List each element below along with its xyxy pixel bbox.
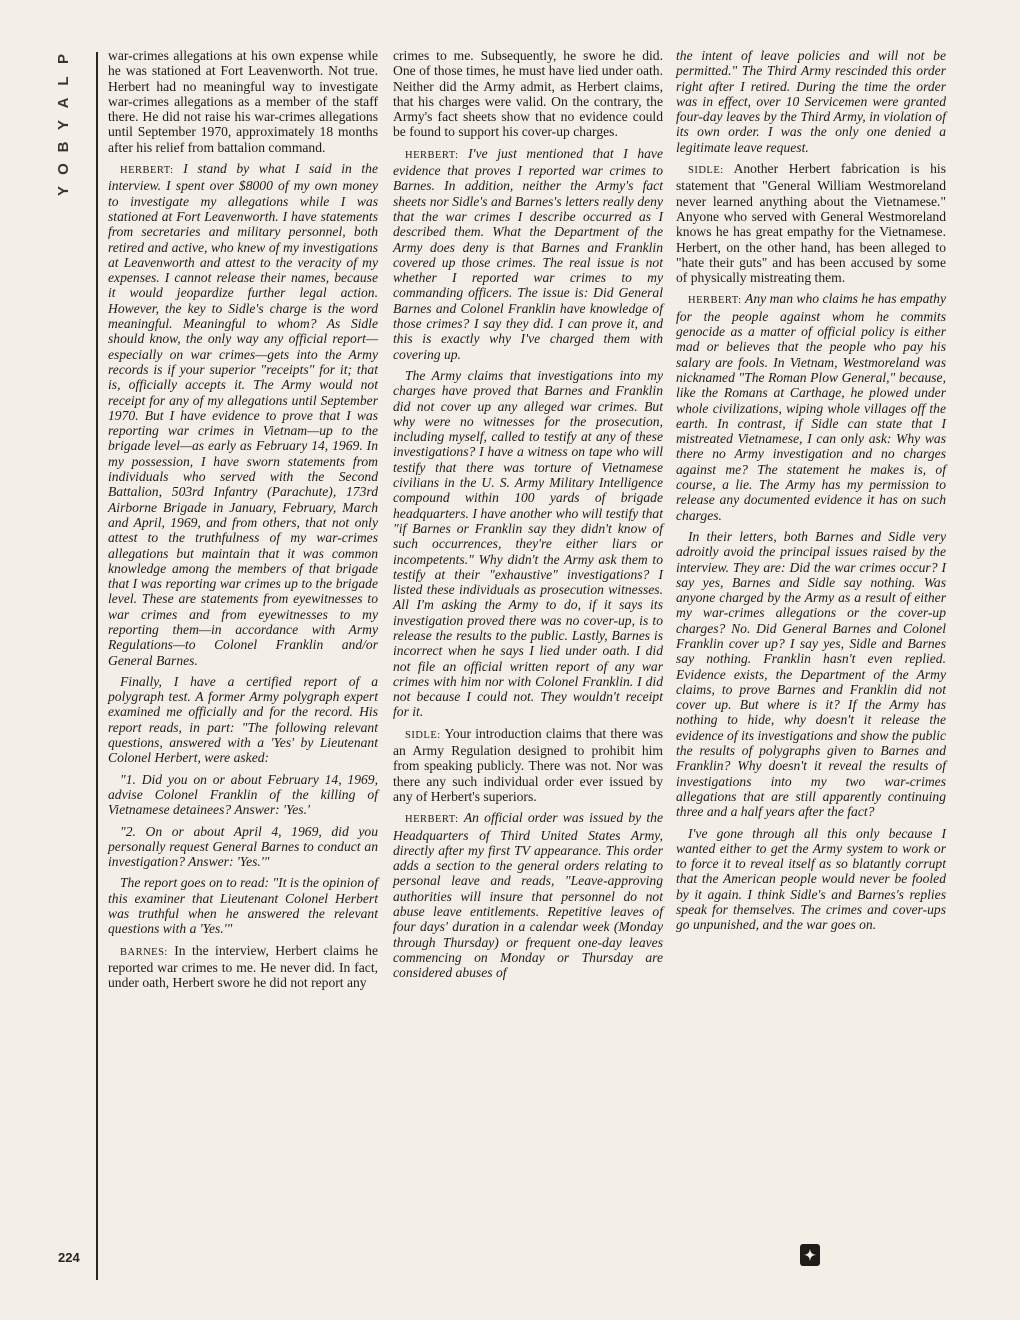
- speaker-label: HERBERT:: [120, 165, 174, 177]
- paragraph-text: In the interview, Herbert claims he reported war crimes to me. He never did. In fact, under oath, Herbert swore he did not report any: [108, 942, 378, 991]
- paragraph-text: I've gone through all this only because I wanted either to get the Army system to work or to force it to reveal itself as so blatantly corrupt that the American people would never be fooled by it again. I think Sidle's and Barnes's replies speak for themselves. The crimes and cover-ups go unpunished, and the war goes on.: [676, 825, 946, 933]
- brand-letter: Y: [55, 186, 72, 197]
- paragraph: [676, 529, 946, 820]
- speaker-label: SIDLE:: [405, 729, 441, 741]
- paragraph-text: Another Herbert fabrication is his statement that "General William Westmoreland never learned anything about the Vietnamese." Anyone who served with General Westmoreland knows he has great empathy for the Vietnamese. Herbert, on the other hand, has been alleged to "hate their guts" and has been accused by some of physically mistreating them.: [676, 161, 946, 286]
- speaker-label: HERBERT:: [405, 149, 459, 161]
- paragraph: [108, 824, 378, 870]
- paragraph: [676, 161, 946, 285]
- page-number: 224: [58, 1250, 80, 1265]
- paragraph: [676, 291, 946, 522]
- text-column-3: [676, 48, 946, 939]
- paragraph-text: the intent of leave policies and will not be permitted." The Third Army rescinded this order right after I retired. During the time the order was in effect, over 10 Servicemen were granted four-day leaves by the Third Army, in violation of its own order. I was the only one denied a legitimate leave request.: [676, 48, 946, 155]
- speaker-label: BARNES:: [120, 946, 168, 958]
- paragraph: [676, 826, 946, 933]
- speaker-label: SIDLE:: [688, 165, 724, 177]
- brand-letter: O: [55, 163, 72, 175]
- paragraph: [108, 48, 378, 155]
- paragraph-text: I've just mentioned that I have evidence that proves I reported war crimes to Barnes. In addition, neither the Army's fact sheets nor Sidle's and Barnes's letters really deny that the war crimes I describe occurred as I described them. What the Department of the Army does deny is that Barnes and Franklin covered up those crimes. The real issue is not whether I reported war crimes to my commanding officers. The issue is: Did General Barnes and Colonel Franklin have knowledge of those crimes? I say they did. I can prove it, and this is exactly why I've charged them with covering up.: [393, 145, 663, 362]
- speaker-label: HERBERT:: [405, 814, 459, 826]
- brand-letter: Y: [55, 120, 72, 131]
- brand-letter: B: [55, 141, 72, 153]
- paragraph: [393, 368, 663, 720]
- paragraph-text: In their letters, both Barnes and Sidle very adroitly avoid the principal issues raised by the interview. They are: Did the war crimes occur? I say yes, Barnes and Sidle say nothing. Was anyone charged by the Army as a result of either my war-crimes allegations or the cover-up charges? No. Did General Barnes and Colonel Franklin cover up? I say yes, Sidle and Barnes say nothing. Franklin hasn't even replied. Evidence exists, the Department of the Army claims, to prove Barnes and Franklin did not cover up. But where is it? If the Army has nothing to hide, why doesn't it release the evidence of its investigations and show the public the results of polygraphs given to Barnes and Franklin? Why doesn't it reveal the results of investigations into my two war-crimes allegations that are still apparently continuing three and a half years after the fact?: [676, 528, 946, 820]
- paragraph: [393, 810, 663, 980]
- paragraph: [108, 772, 378, 818]
- paragraph: [393, 48, 663, 140]
- paragraph-text: Any man who claims he has empathy for the people against whom he commits genocide as a matter of official policy is either mad or believes that the people who pay his salary are fools. In Vietnam, Westmoreland was nicknamed "The Roman Plow General," because, like the Romans at Carthage, he plowed under whole civilizations, wiping whole villages off the earth. In contrast, if Sidle can state that I mistreated Vietnamese, I can only ask: Why was there no Army investigation and no charges against me? The statement he makes is, of course, a lie. The Army has my permission to release any documented evidence it has on such charges.: [676, 291, 946, 523]
- paragraph-text: Your introduction claims that there was an Army Regulation designed to prohibit him from speaking publicly. There was not. Nor was there any such individual order ever issued by any of Herbert's superiors.: [393, 725, 663, 804]
- text-column-1: [108, 48, 378, 997]
- paragraph-text: Finally, I have a certified report of a polygraph test. A former Army polygraph expert examined me officially and for the record. His report reads, in part: "The following relevant questions, answered with a 'Yes' by Lieutenant Colonel Herbert, were asked:: [108, 673, 378, 766]
- paragraph: [108, 875, 378, 936]
- text-column-2: [393, 48, 663, 987]
- paragraph-text: The Army claims that investigations into my charges have proved that Barnes and Franklin did not cover up any alleged war crimes. But why were no witnesses for the prosecution, including myself, called to testify at any of these investigations? I have a witness on tape who will testify that there was torture of Vietnamese civilians in the U. S. Army Military Intelligence compound within 100 yards of brigade headquarters. I have another who will testify that "if Barnes or Franklin say they didn't know of such occurrences, they're either liars or incompetents." Why didn't the Army ask them to testify at their "exhaustive" investigations? I listed these individuals as prosecution witnesses. All I'm asking the Army to do, if it says its investigation proved there was no cover-up, is to release the results to the public. Lastly, Barnes is incorrect when he says I lied under oath. I did not file an official written report of any war crimes with him nor with Colonel Franklin. I did not because I could not. They wouldn't receipt for it.: [393, 367, 663, 720]
- paragraph-text: war-crimes allegations at his own expense while he was stationed at Fort Leavenworth. Not true. Herbert had no meaningful way to investigate war-crimes allegations as a member of the staff there. He did not raise his war-crimes allegations until September 1970, approximately 18 months after his relief from battalion command.: [108, 48, 378, 155]
- brand-letter: A: [55, 97, 72, 109]
- paragraph-text: crimes to me. Subsequently, he swore he did. One of those times, he must have lied under oath. Neither did the Army admit, as Herbert claims, that his charges were valid. On the contrary, the Army's fact sheets show that no evidence could be found to support his cover-up charges.: [393, 48, 663, 140]
- speaker-label: HERBERT:: [688, 295, 742, 307]
- paragraph-text: An official order was issued by the Headquarters of Third United States Army, directly after my first TV appearance. This order adds a section to the general orders relating to personal leave and reads, "Leave-approving authorities will insure that personnel do not abuse leave entitlements. Repetitive leaves of four days' duration in a calendar week (Monday through Thursday) or frequent one-day leaves commencing on Monday or Thursday are considered abuses of: [393, 810, 663, 981]
- paragraph: [393, 726, 663, 804]
- rabbit-logo-icon: ✦: [800, 1244, 820, 1266]
- paragraph: [108, 674, 378, 766]
- paragraph: [108, 161, 378, 668]
- column-rule: [96, 52, 98, 1280]
- paragraph: [393, 146, 663, 362]
- paragraph-text: "1. Did you on or about February 14, 1969, advise Colonel Franklin of the killing of Vietnamese detainees? Answer: 'Yes.': [108, 771, 378, 818]
- paragraph-text: I stand by what I said in the interview. I spent over $8000 of my own money to investigate my allegations while I was stationed at Fort Leavenworth. I have statements from secretaries and military personnel, both retired and active, who knew of my investigations at Leavenworth and attest to the veracity of my expenses. I cannot release their names, because it would jeopardize further legal action. However, the key to Sidle's charge is the word meaningful. Meaningful to whom? As Sidle should know, the only way any official report—especially on war crimes—gets into the Army records is if your superior "receipts" for it; that is, officially accepts it. The Army would not receipt for any of my allegations until September 1970. But I have evidence to prove that I was reporting war crimes in Vietnam—up to the brigade level—as early as February 14, 1969. In my possession, I have sworn statements from individuals who served with the Second Battalion, 503rd Infantry (Parachute), 173rd Airborne Brigade in January, February, March and April, 1969, and from others, that not only attest to the truthfulness of my war-crimes allegations but maintain that it was common knowledge among the members of that brigade that I was reporting war crimes up to the brigade level. These are statements from eyewitnesses to war crimes and from eyewitnesses to my reporting them—in accordance with Army Regulations—to Colonel Franklin and/or General Barnes.: [108, 161, 378, 668]
- brand-sidebar: [52, 48, 76, 202]
- paragraph: [108, 943, 378, 991]
- brand-letter: P: [55, 54, 72, 65]
- paragraph-text: The report goes on to read: "It is the opinion of this examiner that Lieutenant Colonel Herbert was truthful when he answered the relevant questions with a 'Yes.'": [108, 875, 378, 937]
- paragraph: [676, 48, 946, 155]
- brand-letter: L: [55, 76, 72, 86]
- paragraph-text: "2. On or about April 4, 1969, did you personally request General Barnes to conduct an investigation? Answer: 'Yes.'": [108, 823, 378, 870]
